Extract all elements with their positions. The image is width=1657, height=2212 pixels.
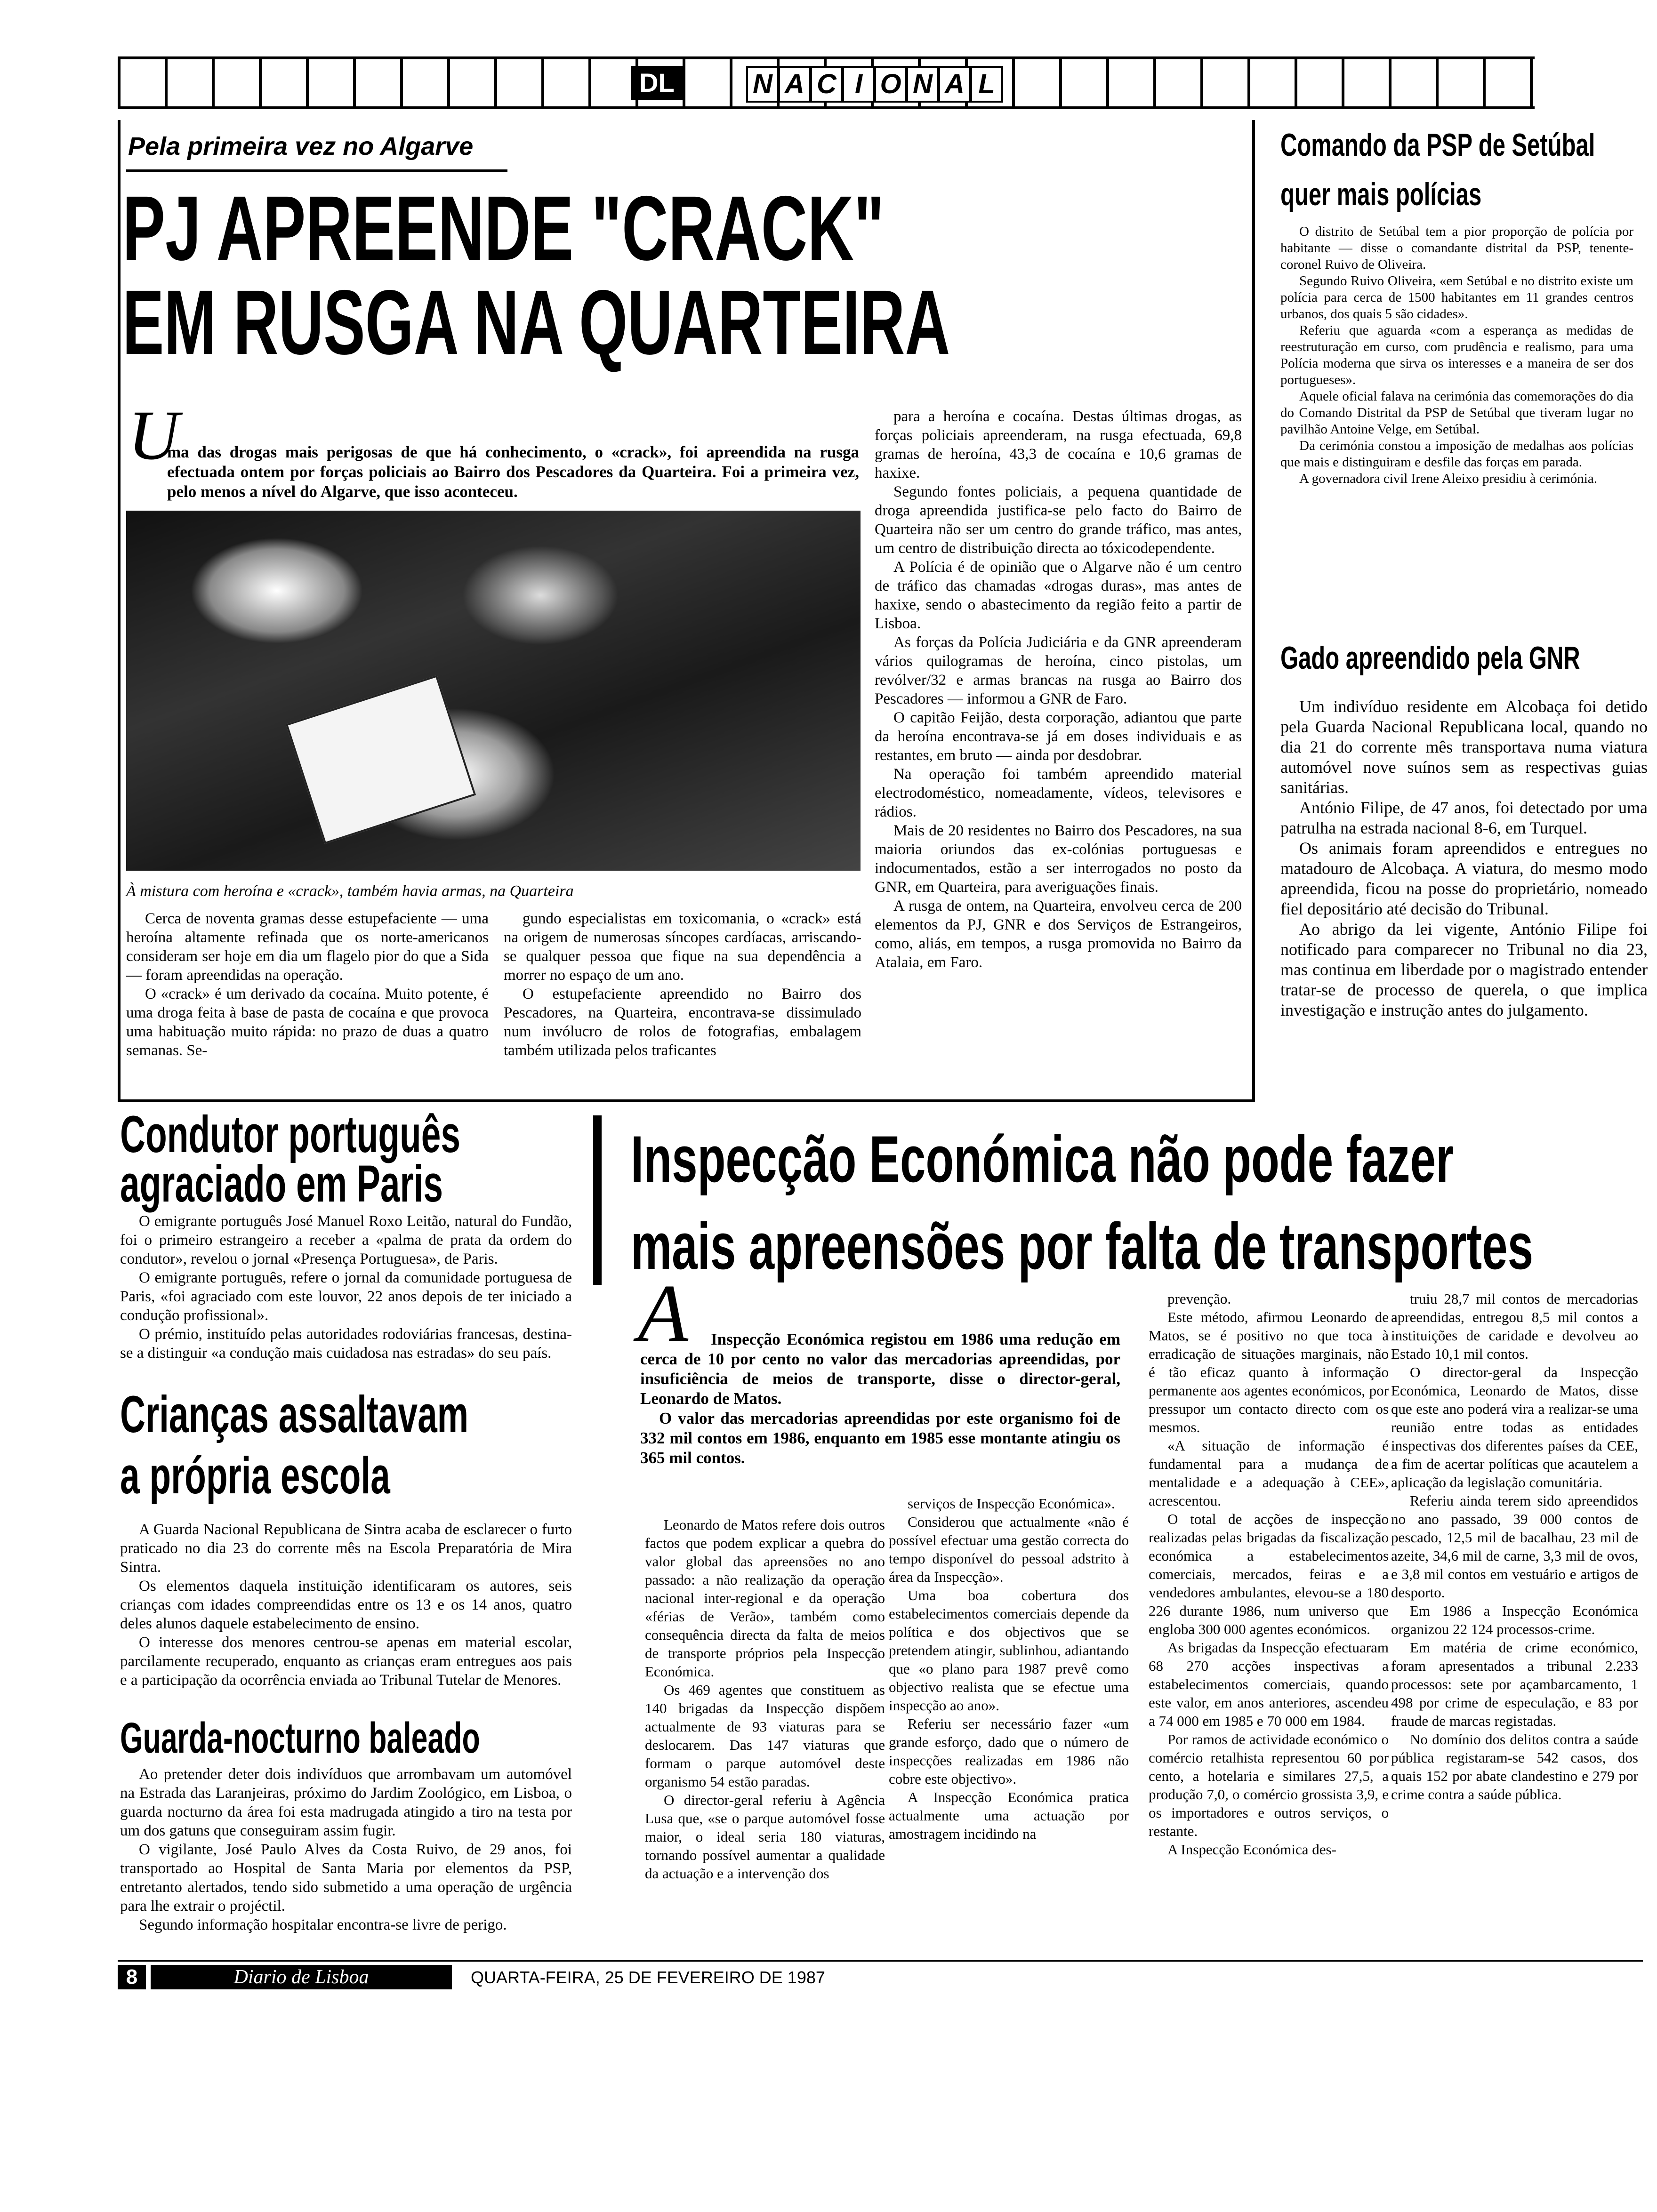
- guarda-headline: Guarda-nocturno baleado: [120, 1714, 480, 1762]
- inspeccao-col3-paragraph: «A situação de informação é fundamental para a mudança de mentalidade e a adequação à CEE», acrescentou.: [1149, 1437, 1389, 1509]
- inspeccao-col4-paragraph: No domínio dos delitos contra a saúde pública registaram-se 542 casos, dos quais 152 por abate clandestino e 279 por crime contra a saúde pública.: [1391, 1731, 1638, 1803]
- inspeccao-col4-paragraph: truiu 28,7 mil contos de mercadorias apreendidas, entregou 8,5 mil contos a instituições de caridade e devolveu ao Estado 10,1 mil contos.: [1391, 1290, 1638, 1362]
- condutor-body: [120, 1212, 572, 1362]
- inspeccao-headline-line1: Inspecção Económica não pode fazer: [631, 1122, 1454, 1196]
- lead-col1-paragraph: Cerca de noventa gramas desse estupefaciente — uma heroína altamente refinada que os norte-americanos consideram ser hoje em dia um flagelo pior do que a Sida — foram apreendidas na operação.: [126, 910, 489, 984]
- inspeccao-col3-paragraph: Por ramos de actividade económico o comércio retalhista representou 60 por cento, a hotelaria e similares 27,5, a produção 7,0, o comércio grossista 3,9, e os importadores e outros serviços, o restante.: [1149, 1731, 1389, 1839]
- gado-paragraph: Um indivíduo residente em Alcobaça foi detido pela Guarda Nacional Republicana local, quando no dia 21 do corrente mês transportava numa viatura automóvel nove suínos sem as respectivas guias sanitárias.: [1280, 697, 1648, 797]
- lead-col2-paragraph: gundo especialistas em toxicomania, o «crack» está na origem de numerosas síncopes cardíacas, arriscando-se qualquer pessoa que fique na sua dependência a morrer no espaço de um ano.: [504, 910, 861, 984]
- inspeccao-intro-p1: Inspecção Económica registou em 1986 uma redução em cerca de 10 por cento no valor das mercadorias apreendidas, por insuficiência de meios de transporte, disse o director-geral, Leonardo de Matos.: [640, 1330, 1120, 1408]
- criancas-headline-line2: a própria escola: [120, 1447, 390, 1505]
- inspeccao-intro-p2: O valor das mercadorias apreendidas por este organismo foi de 332 mil contos em 1986, enquanto em 1985 esse montante atingiu os 365 mil contos.: [640, 1409, 1120, 1467]
- setubal-paragraph: Referiu que aguarda «com a esperança as medidas de reestruturação em curso, com prudência e realismo, para uma Polícia moderna que sirva os interesses e a maneira de ser dos portugueses».: [1280, 323, 1633, 387]
- section-letter: C: [810, 66, 843, 103]
- section-letter: A: [938, 66, 971, 103]
- lead-headline-line2: EM RUSGA NA QUARTEIRA: [122, 271, 950, 374]
- section-letter: A: [778, 66, 811, 103]
- lead-col3-paragraph: para a heroína e cocaína. Destas últimas drogas, as forças policiais apreenderam, na rusga efectuada, 69,8 gramas de heroína, 43,3 de cocaína e 10,6 gramas de haxixe.: [875, 408, 1242, 481]
- guarda-paragraph: Segundo informação hospitalar encontra-se livre de perigo.: [139, 1916, 507, 1933]
- section-letter: N: [906, 66, 939, 103]
- inspeccao-col2: [889, 1494, 1129, 1843]
- lead-col3-paragraph: A rusga de ontem, na Quarteira, envolveu cerca de 200 elementos da PJ, GNR e dos Serviços de Estrangeiros, como, aliás, em tempos, a rusga promovida no Bairro da Atalaia, em Faro.: [875, 898, 1242, 971]
- lead-headline-line1: PJ APREENDE "CRACK": [122, 177, 885, 280]
- inspeccao-col3-paragraph: A Inspecção Económica des-: [1167, 1841, 1336, 1858]
- inspeccao-col4-paragraph: Referiu ainda terem sido apreendidos no ano passado, 39 000 contos de pescado, 12,5 mil de bacalhau, 23 mil de azeite, 34,6 mil de carne, 3,3 mil de ovos, e 3,8 mil contos em vestuário e artigos de desporto.: [1391, 1492, 1638, 1601]
- lead-box-bottom-border: [118, 1099, 1255, 1102]
- section-letter: O: [874, 66, 907, 103]
- setubal-paragraph: Da cerimónia constou a imposição de medalhas aos polícias que mais e distinguiram e desfile das forças em parada.: [1280, 438, 1633, 470]
- inspeccao-col4-paragraph: Em 1986 a Inspecção Económica organizou 22 124 processos-crime.: [1391, 1603, 1638, 1637]
- inspeccao-col3-paragraph: Este método, afirmou Leonardo de Matos, se é positivo no que toca à erradicação de situações marginais, não é tão eficaz quanto à informação permanente aos agentes económicos, por pressupor um contacto directo com os mesmos.: [1149, 1309, 1389, 1435]
- inspeccao-headline-line2: mais apreensões por falta de transportes: [631, 1209, 1534, 1283]
- lead-box-left-border: [118, 120, 121, 1101]
- gado-body: [1280, 697, 1648, 1020]
- setubal-paragraph: A governadora civil Irene Aleixo presidiu à cerimónia.: [1299, 471, 1597, 486]
- inspeccao-col2-paragraph: Considerou que actualmente «não é possível efectuar uma gestão correcta do tempo disponível do pessoal adstrito à área da Inspecção».: [889, 1514, 1129, 1585]
- newspaper-logo: DL: [631, 66, 683, 100]
- setubal-paragraph: O distrito de Setúbal tem a pior proporção de polícia por habitante — disse o comandante distrital da PSP, tenente-coronel Ruivo de Oliveira.: [1280, 224, 1633, 272]
- kicker: Pela primeira vez no Algarve: [128, 132, 474, 160]
- lead-col1: [126, 909, 489, 1060]
- inspeccao-col4-paragraph: O director-geral da Inspecção Económica, Leonardo de Matos, disse que este ano poderá vira a realizar-se uma reunião entre todas as entidades inspectivas dos diferentes países da CEE, a fim de acertar políticas que acautelem a aplicação da legislação comunitária.: [1391, 1364, 1638, 1491]
- guarda-paragraph: O vigilante, José Paulo Alves da Costa Ruivo, de 29 anos, foi transportado ao Hospital de Santa Maria por elementos da PSP, entretanto alertados, tendo sido submetido a uma operação de urgência para lhe extrair o projéctil.: [120, 1841, 572, 1915]
- gado-headline: Gado apreendido pela GNR: [1280, 640, 1580, 676]
- lead-col2-paragraph: O estupefaciente apreendido no Bairro dos Pescadores, na Quarteira, encontrava-se dissimulado num invólucro de rolos de fotografias, embalagem também utilizada pelos traficantes: [504, 986, 861, 1059]
- inspeccao-col2-paragraph: serviços de Inspecção Económica».: [908, 1495, 1115, 1512]
- setubal-paragraph: Aquele oficial falava na cerimónia das comemorações do dia do Comando Distrital da PSP de Setúbal que tiveram lugar no pavilhão Antoine Velge, em Setúbal.: [1280, 389, 1633, 437]
- inspeccao-col1: [645, 1515, 885, 1883]
- inspeccao-col1-paragraph: O director-geral referiu à Agência Lusa que, «se o parque automóvel fosse maior, o ideal seria 180 viaturas, tornando possível aumentar a qualidade da actuação e a intervenção dos: [645, 1792, 885, 1882]
- setubal-body: [1280, 224, 1633, 487]
- page-number: 8: [118, 1965, 146, 1989]
- guarda-paragraph: Ao pretender deter dois indivíduos que arrombavam um automóvel na Estrada das Laranjeiras, próximo do Jardim Zoológico, em Lisboa, o guarda nocturno da área foi esta madrugada atingido a tiro na testa por um dos gatuns que conseguiram assim fugir.: [120, 1766, 572, 1839]
- lead-box-right-border: [1252, 120, 1255, 1101]
- footer-rule: [118, 1960, 1643, 1962]
- lead-col3: [875, 407, 1242, 972]
- setubal-headline-line2: quer mais polícias: [1280, 176, 1482, 212]
- inspeccao-col3-paragraph: prevenção.: [1167, 1290, 1231, 1307]
- section-letter: N: [746, 66, 779, 103]
- guarda-body: [120, 1765, 572, 1934]
- lead-col3-paragraph: A Polícia é de opinião que o Algarve não é um centro de tráfico das chamadas «drogas duras», mas antes de haxixe, sendo o abastecimento da região feito a partir de Lisboa.: [875, 559, 1242, 632]
- lead-col3-paragraph: As forças da Polícia Judiciária e da GNR apreenderam vários quilogramas de heroína, cinco pistolas, um revólver/32 e armas brancas na rusga ao Bairro dos Pescadores — informou a GNR de Faro.: [875, 634, 1242, 707]
- setubal-paragraph: Segundo Ruivo Oliveira, «em Setúbal e no distrito existe um polícia para cerca de 1500 habitantes em 11 grandes centros urbanos, dos quais 5 são cidades».: [1280, 273, 1633, 321]
- condutor-paragraph: O emigrante português José Manuel Roxo Leitão, natural do Fundão, foi o primeiro estrangeiro a receber a «palma de prata da ordem do condutor», revelou o jornal «Presença Portuguesa», de Paris.: [120, 1213, 572, 1267]
- condutor-headline-line1: Condutor português: [120, 1106, 460, 1163]
- criancas-paragraph: Os elementos daquela instituição identificaram os autores, seis crianças com idades compreendidas entre os 13 e os 14 anos, quatro deles alunos daquele estabelecimento de ensino.: [120, 1578, 572, 1632]
- setubal-headline-line1: Comando da PSP de Setúbal: [1280, 127, 1595, 163]
- gado-paragraph: Os animais foram apreendidos e entregues no matadouro de Alcobaça. A viatura, do mesmo modo apreendida, ficou na posse do proprietário, nomeado fiel depositário até decisão do Tribunal.: [1280, 839, 1648, 918]
- gado-paragraph: Ao abrigo da lei vigente, António Filipe foi notificado para comparecer no Tribunal no dia 23, mas continua em liberdade por o magistrado entender tratar-se de processo de querela, o que implica investigação e instrução antes do julgamento.: [1280, 920, 1648, 1019]
- inspeccao-side-bar: [593, 1115, 602, 1285]
- criancas-headline-line1: Crianças assaltavam: [120, 1386, 469, 1443]
- gado-paragraph: António Filipe, de 47 anos, foi detectado por uma patrulha na estrada nacional 8-6, em Turquel.: [1280, 798, 1648, 837]
- masthead: Diario de Lisboa: [151, 1965, 452, 1989]
- inspeccao-col1-paragraph: Os 469 agentes que constituem as 140 brigadas da Inspecção dispõem actualmente de 93 viaturas para se deslocarem. Das 147 viaturas que formam o parque automóvel deste organismo 54 estão paradas.: [645, 1682, 885, 1790]
- inspeccao-intro: [640, 1330, 1120, 1468]
- inspeccao-col4: [1391, 1290, 1638, 1803]
- photo-caption: À mistura com heroína e «crack», também havia armas, na Quarteira: [126, 882, 574, 900]
- inspeccao-col2-paragraph: Referiu ser necessário fazer «um grande esforço, dado que o número de inspecções realizadas em 1986 não cobre este objectivo».: [889, 1715, 1129, 1787]
- inspeccao-col3-paragraph: O total de acções de inspecção realizadas pelas brigadas da fiscalização económica a estabelecimentos comerciais, mercados, feiras e a vendedores ambulantes, elevou-se a 180 226 durante 1986, num universo que engloba 300 000 agentes económicos.: [1149, 1511, 1389, 1637]
- criancas-paragraph: A Guarda Nacional Republicana de Sintra acaba de esclarecer o furto praticado no dia 23 do corrente mês na Escola Preparatória de Mira Sintra.: [120, 1521, 572, 1576]
- lead-col1-paragraph: O «crack» é um derivado da cocaína. Muito potente, é uma droga feita à base de pasta de cocaína e que provoca uma habituação muito rápida: no prazo de duas a quatro semanas. Se-: [126, 986, 489, 1059]
- lead-dropcap: U: [128, 396, 179, 474]
- inspeccao-col1-paragraph: Leonardo de Matos refere dois outros factos que podem explicar a quebra do valor global das apreensões no ano passado: a não realização da operação nacional inter-regional e da operação «férias de Verão», também como consequência directa da falta de meios de transporte próprios pela Inspecção Económica.: [645, 1516, 885, 1680]
- section-letter: I: [842, 66, 875, 103]
- news-photo: [126, 511, 861, 871]
- inspeccao-col4-paragraph: Em matéria de crime económico, foram apresentados a tribunal 2.233 processos: sete por açambarcamento, 1 498 por crime de especulação, e 83 por fraude de marcas registadas.: [1391, 1639, 1638, 1729]
- criancas-paragraph: O interesse dos menores centrou-se apenas em material escolar, parcilamente recuperado, enquanto as crianças eram entregues aos pais e a participação da ocorrência enviada ao Tribunal Tutelar de Menores.: [120, 1634, 572, 1689]
- section-letter: L: [970, 66, 1003, 103]
- inspeccao-col2-paragraph: A Inspecção Económica pratica actualmente uma actuação por amostragem incidindo na: [889, 1789, 1129, 1842]
- inspeccao-dropcap: A: [638, 1267, 688, 1359]
- lead-col3-paragraph: Na operação foi também apreendido material electrodoméstico, nomeadamente, vídeos, televisores e rádios.: [875, 766, 1242, 820]
- inspeccao-col3: [1149, 1290, 1389, 1859]
- condutor-paragraph: O emigrante português, refere o jornal da comunidade portuguesa de Paris, «foi agraciado com este louvor, 22 anos depois de ter iniciado a condução profissional».: [120, 1269, 572, 1324]
- inspeccao-col2-paragraph: Uma boa cobertura dos estabelecimentos comerciais depende da política e dos objectivos que se pretendem atingir, sublinhou, adiantando que «o plano para 1987 prevê como objectivo realista que se efectue uma inspecção ao ano».: [889, 1587, 1129, 1714]
- inspeccao-col3-paragraph: As brigadas da Inspecção efectuaram 68 270 acções inspectivas a estabelecimentos comerciais, quando este valor, em anos anteriores, ascendeu a 74 000 em 1985 e 70 000 em 1984.: [1149, 1639, 1389, 1729]
- lead-col3-paragraph: Segundo fontes policiais, a pequena quantidade de droga apreendida justifica-se pelo facto do Bairro de Quarteira não ser um centro do grande tráfico, mas antes, um centro de distribuição directa ao tóxicodependente.: [875, 483, 1242, 557]
- condutor-headline-line2: agraciado em Paris: [120, 1155, 443, 1213]
- lead-col3-paragraph: O capitão Feijão, desta corporação, adiantou que parte da heroína encontrava-se já em doses individuais e as restantes, em bruto — ainda por desdobrar.: [875, 709, 1242, 764]
- issue-date: QUARTA-FEIRA, 25 DE FEVEREIRO DE 1987: [471, 1968, 825, 1987]
- lead-intro: ma das drogas mais perigosas de que há conhecimento, o «crack», foi apreendida na rusga efectuada ontem por forças policiais ao Bairro dos Pescadores da Quarteira. Foi a primeira vez, pelo menos a nível do Algarve, que isso aconteceu.: [167, 443, 859, 501]
- condutor-paragraph: O prémio, instituído pelas autoridades rodoviárias francesas, destina-se a distinguir «a condução mais cuidadosa nas estradas» do seu país.: [120, 1326, 572, 1362]
- kicker-underline: [126, 169, 507, 172]
- lead-col3-paragraph: Mais de 20 residentes no Bairro dos Pescadores, na sua maioria oriundos das ex-colónias portuguesas e indocumentados, estão a ser interrogados no posto da GNR, em Quarteira, para averiguações finais.: [875, 822, 1242, 896]
- lead-col2: [504, 909, 861, 1060]
- criancas-body: [120, 1520, 572, 1690]
